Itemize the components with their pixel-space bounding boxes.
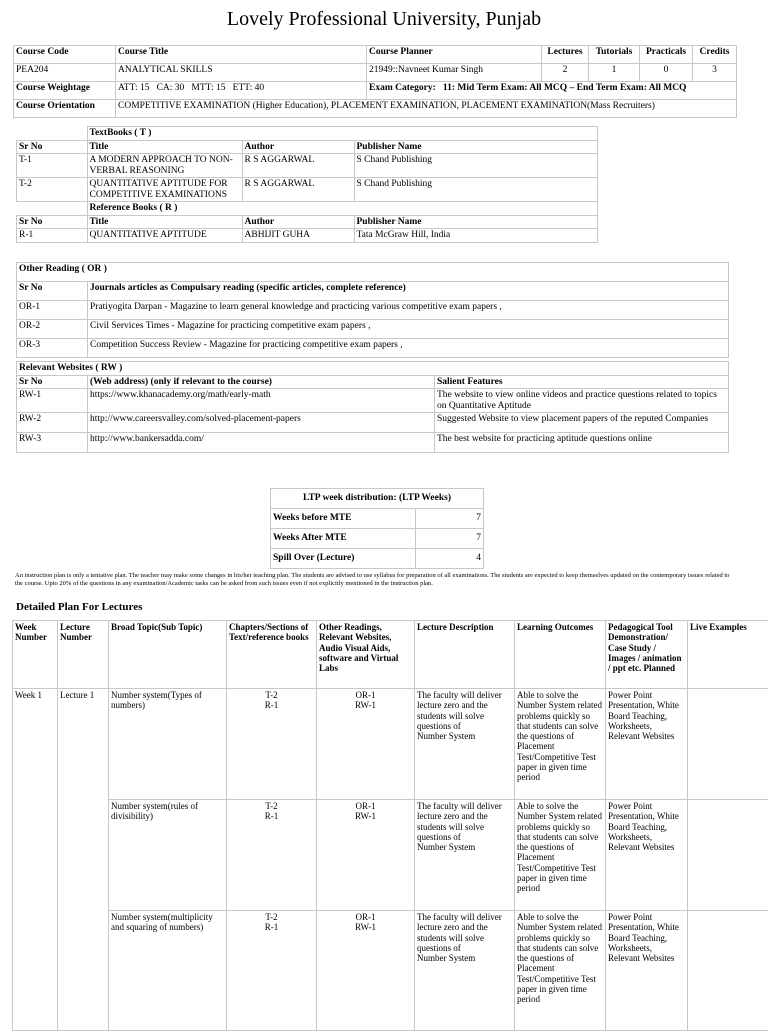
plan-desc: The faculty will deliver lecture zero and the students will solve questions of Number System: [415, 800, 515, 911]
books-table: [16, 126, 598, 243]
plan-desc: The faculty will deliver lecture zero and the students will solve questions of Number System: [415, 689, 515, 800]
rw-url[interactable]: http://www.careersvalley.com/solved-placement-papers: [88, 413, 435, 433]
plan-live: [688, 911, 768, 1031]
or-sr: OR-1: [17, 301, 88, 320]
rw-col-sr: Sr No: [17, 375, 88, 389]
page-title: Lovely Professional University, Punjab: [0, 8, 768, 31]
tb-sr: T-1: [17, 154, 88, 178]
rw-feature: The best website for practicing aptitude questions online: [435, 433, 729, 453]
plan-col-live: Live Examples: [688, 621, 768, 689]
plan-col-lecture: Lecture Number: [58, 621, 109, 689]
plan-col-outcome: Learning Outcomes: [515, 621, 606, 689]
col-practicals: Practicals: [640, 46, 693, 64]
ref-author: ABHIJIT GUHA: [242, 229, 354, 243]
table-row: [13, 689, 768, 800]
tb-publisher: S Chand Publishing: [354, 154, 598, 178]
rw-url[interactable]: https://www.khanacademy.org/math/early-math: [88, 389, 435, 413]
weightage-value: ATT: 15 CA: 30 MTT: 15 ETT: 40: [116, 82, 367, 100]
ltp-table: [270, 488, 484, 569]
ref-col-author: Author: [242, 215, 354, 229]
plan-desc: The faculty will deliver lecture zero and the students will solve questions of Number System: [415, 911, 515, 1031]
table-row: [13, 911, 768, 1031]
orientation-value: COMPETITIVE EXAMINATION (Higher Education), PLACEMENT EXAMINATION, PLACEMENT EXAMINATION(Mass Recruiters): [116, 100, 737, 118]
tb-col-sr: Sr No: [17, 140, 88, 154]
col-course-planner: Course Planner: [367, 46, 542, 64]
ref-col-sr: Sr No: [17, 215, 88, 229]
rw-sr: RW-3: [17, 433, 88, 453]
col-credits: Credits: [693, 46, 737, 64]
tb-sr: T-2: [17, 178, 88, 202]
ltp-label: Spill Over (Lecture): [271, 549, 416, 569]
plan-outcome: Able to solve the Number System related problems quickly so that students can solve the questions of Placement Test/Competitive Test paper in given time period: [515, 800, 606, 911]
plan-topic: Number system(Types of numbers): [109, 689, 227, 800]
tb-publisher: S Chand Publishing: [354, 178, 598, 202]
course-title: ANALYTICAL SKILLS: [116, 64, 367, 82]
ltp-heading: LTP week distribution: (LTP Weeks): [271, 489, 484, 509]
reference-heading: Reference Books ( R ): [87, 202, 598, 216]
practicals-value: 0: [640, 64, 693, 82]
plan-col-desc: Lecture Description: [415, 621, 515, 689]
other-reading-heading: Other Reading ( OR ): [17, 263, 729, 282]
plan-other: OR-1 RW-1: [317, 689, 415, 800]
col-course-code: Course Code: [14, 46, 116, 64]
rw-url[interactable]: http://www.bankersadda.com/: [88, 433, 435, 453]
rw-col-features: Salient Features: [435, 375, 729, 389]
plan-live: [688, 689, 768, 800]
plan-live: [688, 800, 768, 911]
tb-title: A MODERN APPROACH TO NON-VERBAL REASONING: [87, 154, 242, 178]
ltp-value: 7: [416, 529, 484, 549]
plan-tool: Power Point Presentation, White Board Teaching, Worksheets, Relevant Websites: [606, 911, 688, 1031]
spacer: [17, 127, 88, 141]
tutorials-value: 1: [589, 64, 640, 82]
ltp-label: Weeks After MTE: [271, 529, 416, 549]
orientation-label: Course Orientation: [14, 100, 116, 118]
plan-topic: Number system(multiplicity and squaring of numbers): [109, 911, 227, 1031]
lectures-value: 2: [542, 64, 589, 82]
course-code: PEA204: [14, 64, 116, 82]
or-text: Competition Success Review - Magazine for practicing competitive exam papers ,: [88, 339, 729, 358]
table-row: [17, 301, 729, 320]
plan-tool: Power Point Presentation, White Board Teaching, Worksheets, Relevant Websites: [606, 800, 688, 911]
rw-feature: The website to view online videos and practice questions related to topics on Quantitative Aptitude: [435, 389, 729, 413]
rw-sr: RW-2: [17, 413, 88, 433]
plan-topic: Number system(rules of divisibility): [109, 800, 227, 911]
or-sr: OR-3: [17, 339, 88, 358]
lecture-plan-table: [12, 620, 768, 1031]
instruction-note: An instruction plan is only a tentative plan. The teacher may make some changes in his/her teaching plan. The students are advised to use syllabus for preparation of all examinations. The students are expected to keep themselves updated on the contemporary issues related to the course. Upto 20% of the questions in any examination/Academic tasks can be asked from such issues even if not explicitly mentioned in the instruction plan.: [15, 572, 735, 587]
plan-week: Week 1: [13, 689, 58, 1031]
plan-col-other: Other Readings, Relevant Websites, Audio Visual Aids, software and Virtual Labs: [317, 621, 415, 689]
plan-outcome: Able to solve the Number System related problems quickly so that students can solve the questions of Placement Test/Competitive Test paper in given time period: [515, 911, 606, 1031]
col-course-title: Course Title: [116, 46, 367, 64]
rw-col-url: (Web address) (only if relevant to the course): [88, 375, 435, 389]
plan-chapters: T-2 R-1: [227, 689, 317, 800]
course-info-table: [13, 45, 737, 118]
or-text: Civil Services Times - Magazine for practicing competitive exam papers ,: [88, 320, 729, 339]
plan-col-topic: Broad Topic(Sub Topic): [109, 621, 227, 689]
spacer: [17, 202, 88, 216]
table-row: [17, 229, 598, 243]
ltp-value: 7: [416, 509, 484, 529]
table-row: [13, 800, 768, 911]
tb-col-title: Title: [87, 140, 242, 154]
ref-col-publisher: Publisher Name: [354, 215, 598, 229]
table-row: [17, 339, 729, 358]
weightage-label: Course Weightage: [14, 82, 116, 100]
or-col-sr: Sr No: [17, 282, 88, 301]
plan-chapters: T-2 R-1: [227, 800, 317, 911]
ref-col-title: Title: [87, 215, 242, 229]
tb-col-author: Author: [242, 140, 354, 154]
table-row: [17, 413, 729, 433]
ref-publisher: Tata McGraw Hill, India: [354, 229, 598, 243]
plan-lecture: Lecture 1: [58, 689, 109, 1031]
plan-col-week: Week Number: [13, 621, 58, 689]
course-planner: 21949::Navneet Kumar Singh: [367, 64, 542, 82]
table-row: [17, 178, 598, 202]
plan-outcome: Able to solve the Number System related problems quickly so that students can solve the questions of Placement Test/Competitive Test paper in given time period: [515, 689, 606, 800]
textbooks-heading: TextBooks ( T ): [87, 127, 598, 141]
plan-other: OR-1 RW-1: [317, 800, 415, 911]
ltp-label: Weeks before MTE: [271, 509, 416, 529]
col-tutorials: Tutorials: [589, 46, 640, 64]
or-col-journal: Journals articles as Compulsary reading (specific articles, complete reference): [88, 282, 729, 301]
plan-tool: Power Point Presentation, White Board Teaching, Worksheets, Relevant Websites: [606, 689, 688, 800]
credits-value: 3: [693, 64, 737, 82]
websites-table: [16, 361, 729, 453]
tb-author: R S AGGARWAL: [242, 154, 354, 178]
plan-col-tool: Pedagogical Tool Demonstration/ Case Study / Images / animation / ppt etc. Planned: [606, 621, 688, 689]
ltp-value: 4: [416, 549, 484, 569]
tb-col-publisher: Publisher Name: [354, 140, 598, 154]
plan-chapters: T-2 R-1: [227, 911, 317, 1031]
other-reading-table: [16, 262, 729, 358]
ref-title: QUANTITATIVE APTITUDE: [87, 229, 242, 243]
or-sr: OR-2: [17, 320, 88, 339]
table-row: [17, 320, 729, 339]
tb-title: QUANTITATIVE APTITUDE FOR COMPETITIVE EXAMINATIONS: [87, 178, 242, 202]
rw-feature: Suggested Website to view placement papers of the reputed Companies: [435, 413, 729, 433]
table-row: [17, 154, 598, 178]
table-row: [17, 433, 729, 453]
websites-heading: Relevant Websites ( RW ): [17, 362, 729, 376]
rw-sr: RW-1: [17, 389, 88, 413]
table-row: [17, 389, 729, 413]
exam-category: Exam Category: 11: Mid Term Exam: All MCQ – End Term Exam: All MCQ: [367, 82, 737, 100]
plan-heading: Detailed Plan For Lectures: [16, 601, 142, 613]
col-lectures: Lectures: [542, 46, 589, 64]
plan-col-chapters: Chapters/Sections of Text/reference books: [227, 621, 317, 689]
plan-other: OR-1 RW-1: [317, 911, 415, 1031]
or-text: Pratiyogita Darpan - Magazine to learn general knowledge and practicing various competitive exam papers ,: [88, 301, 729, 320]
ref-sr: R-1: [17, 229, 88, 243]
tb-author: R S AGGARWAL: [242, 178, 354, 202]
